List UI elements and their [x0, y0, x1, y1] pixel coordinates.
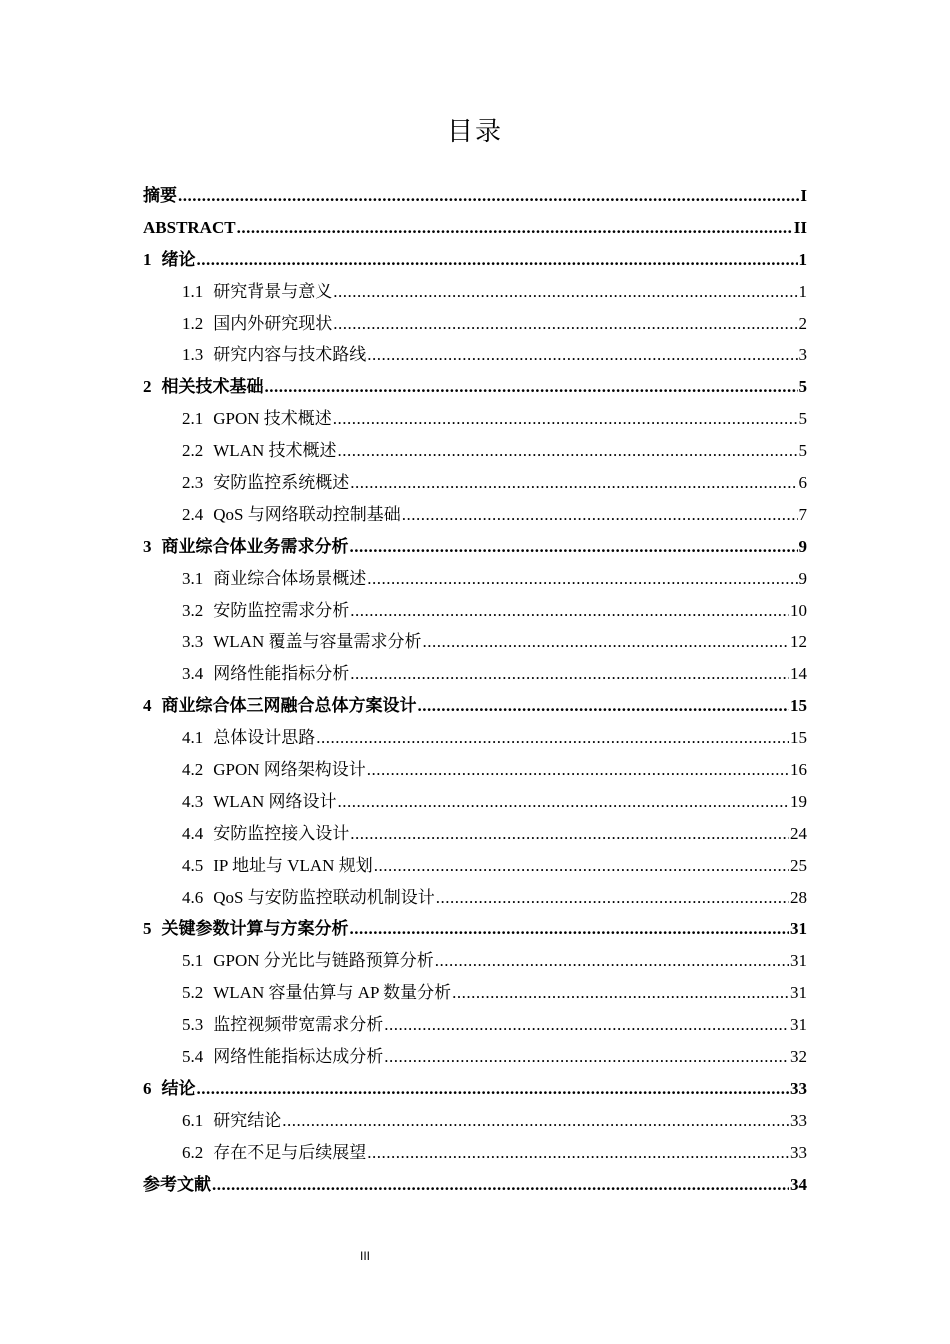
toc-dot-leader — [350, 531, 798, 563]
toc-entry-title: 研究背景与意义 — [213, 281, 333, 301]
toc-dot-leader — [178, 180, 799, 212]
toc-dot-leader — [350, 658, 789, 690]
toc-entry-number: 3.4 — [182, 664, 204, 684]
toc-entry-title: IP 地址与 VLAN 规划 — [213, 855, 373, 875]
toc-entry-title: 安防监控系统概述 — [213, 473, 350, 493]
toc-section-entry[interactable] — [143, 1041, 807, 1073]
toc-entry-title: 安防监控需求分析 — [213, 600, 350, 620]
toc-section-entry[interactable] — [143, 1137, 807, 1169]
toc-section-entry[interactable] — [143, 499, 807, 531]
toc-entry-page: 33 — [790, 1078, 807, 1098]
toc-entry-page: 28 — [790, 887, 807, 907]
toc-entry-title: 总体设计思路 — [213, 728, 316, 748]
toc-entry-title: QoS 与网络联动控制基础 — [213, 504, 401, 524]
toc-section-entry[interactable] — [143, 882, 807, 914]
toc-entry-page: 5 — [798, 441, 807, 461]
toc-entry-page: 5 — [798, 409, 807, 429]
toc-entry-page: 3 — [798, 345, 807, 365]
toc-entry-title: GPON 技术概述 — [213, 409, 332, 429]
toc-entry-title: 结论 — [161, 1078, 196, 1098]
toc-entry-title: 相关技术基础 — [161, 377, 264, 397]
toc-dot-leader — [350, 818, 789, 850]
toc-entry-title: 监控视频带宽需求分析 — [213, 1015, 384, 1035]
toc-section-entry[interactable] — [143, 308, 807, 340]
toc-dot-leader — [212, 1169, 789, 1201]
toc-dot-leader — [337, 435, 797, 467]
toc-chapter-entry[interactable] — [143, 212, 807, 244]
toc-section-entry[interactable] — [143, 276, 807, 308]
toc-dot-leader — [197, 1073, 790, 1105]
toc-entry-title: 参考文献 — [143, 1174, 211, 1194]
toc-dot-leader — [374, 850, 789, 882]
toc-entry-title: 网络性能指标分析 — [213, 664, 350, 684]
toc-dot-leader — [418, 690, 790, 722]
toc-entry-number: 1 — [143, 249, 152, 269]
toc-entry-title: GPON 分光比与链路预算分析 — [213, 951, 434, 971]
toc-entry-number: 4.6 — [182, 887, 204, 907]
toc-section-entry[interactable] — [143, 626, 807, 658]
toc-entry-page: II — [793, 217, 807, 237]
toc-entry-number: 4.2 — [182, 760, 204, 780]
toc-entry-page: 25 — [790, 855, 807, 875]
toc-section-entry[interactable] — [143, 977, 807, 1009]
toc-section-entry[interactable] — [143, 786, 807, 818]
toc-entry-title: WLAN 网络设计 — [213, 791, 337, 811]
toc-entry-number: 6.2 — [182, 1142, 204, 1162]
toc-entry-page: I — [800, 186, 807, 205]
toc-entry-number: 2.2 — [182, 441, 204, 461]
toc-entry-page: 31 — [790, 1015, 807, 1035]
toc-entry-number: 3.1 — [182, 568, 204, 588]
toc-dot-leader — [367, 1137, 789, 1169]
toc-entry-page: 12 — [790, 632, 807, 652]
toc-entry-number: 4 — [143, 696, 152, 716]
toc-entry-page: 33 — [790, 1142, 807, 1162]
toc-entry-title: 国内外研究现状 — [213, 313, 333, 333]
toc-dot-leader — [197, 244, 798, 276]
toc-entry-title: 绪论 — [161, 249, 196, 269]
toc-dot-leader — [337, 786, 789, 818]
toc-entry-page: 1 — [798, 281, 807, 301]
toc-entry-page: 9 — [798, 536, 807, 556]
toc-entry-title: 网络性能指标达成分析 — [213, 1047, 384, 1067]
toc-entry-page: 14 — [790, 664, 807, 684]
toc-entry-number: 1.3 — [182, 345, 204, 365]
toc-section-entry[interactable] — [143, 722, 807, 754]
toc-dot-leader — [316, 722, 789, 754]
toc-entry-page: 7 — [798, 504, 807, 524]
toc-entry-number: 2.3 — [182, 473, 204, 493]
toc-entry-title: 研究结论 — [213, 1110, 282, 1130]
toc-section-entry[interactable] — [143, 658, 807, 690]
toc-entry-page: 31 — [790, 951, 807, 971]
toc-entry-title: 商业综合体业务需求分析 — [161, 536, 349, 556]
toc-entry-page: 24 — [790, 823, 807, 843]
toc-section-entry[interactable] — [143, 435, 807, 467]
toc-entry-number: 6 — [143, 1078, 152, 1098]
toc-entry-page: 32 — [790, 1047, 807, 1067]
toc-entry-page: 16 — [790, 760, 807, 780]
toc-dot-leader — [436, 882, 789, 914]
page-number: III — [359, 1249, 370, 1263]
toc-dot-leader — [384, 1041, 789, 1073]
toc-dot-leader — [422, 626, 789, 658]
toc-entry-page: 31 — [790, 919, 807, 939]
toc-dot-leader — [350, 913, 790, 945]
toc-entry-title: 摘要 — [143, 186, 177, 205]
toc-entry-title: 研究内容与技术路线 — [213, 345, 367, 365]
toc-entry-page: 10 — [790, 600, 807, 620]
toc-entry-number: 3.2 — [182, 600, 204, 620]
toc-chapter-entry[interactable] — [143, 180, 807, 212]
toc-entry-number: 2 — [143, 377, 152, 397]
toc-entry-number: 5.2 — [182, 983, 204, 1003]
toc-entry-number: 4.4 — [182, 823, 204, 843]
toc-section-entry[interactable] — [143, 563, 807, 595]
toc-chapter-entry[interactable] — [143, 1169, 807, 1201]
toc-section-entry[interactable] — [143, 1105, 807, 1137]
toc-entry-number: 2.1 — [182, 409, 204, 429]
toc-entry-title: WLAN 覆盖与容量需求分析 — [213, 632, 422, 652]
toc-entry-number: 4.3 — [182, 791, 204, 811]
toc-entry-title: 商业综合体场景概述 — [213, 568, 367, 588]
toc-dot-leader — [367, 563, 797, 595]
toc-entry-page: 9 — [798, 568, 807, 588]
toc-chapter-entry[interactable] — [143, 371, 807, 403]
toc-dot-leader — [367, 754, 789, 786]
toc-entry-number: 4.5 — [182, 855, 204, 875]
toc-entry-number: 3.3 — [182, 632, 204, 652]
toc-entry-page: 1 — [798, 249, 807, 269]
toc-entry-title: 商业综合体三网融合总体方案设计 — [161, 696, 417, 716]
table-of-contents — [143, 180, 807, 1201]
toc-dot-leader — [265, 371, 798, 403]
toc-entry-page: 2 — [798, 313, 807, 333]
toc-dot-leader — [350, 467, 797, 499]
toc-dot-leader — [333, 403, 798, 435]
toc-section-entry[interactable] — [143, 339, 807, 371]
toc-entry-number: 5.4 — [182, 1047, 204, 1067]
toc-section-entry[interactable] — [143, 818, 807, 850]
toc-entry-number: 5 — [143, 919, 152, 939]
toc-entry-number: 2.4 — [182, 504, 204, 524]
toc-section-entry[interactable] — [143, 945, 807, 977]
toc-chapter-entry[interactable] — [143, 1073, 807, 1105]
toc-dot-leader — [402, 499, 798, 531]
toc-entry-title: GPON 网络架构设计 — [213, 760, 366, 780]
toc-entry-page: 33 — [790, 1110, 807, 1130]
toc-entry-title: WLAN 技术概述 — [213, 441, 337, 461]
toc-entry-number: 1.2 — [182, 313, 204, 333]
toc-entry-title: 关键参数计算与方案分析 — [161, 919, 349, 939]
toc-entry-title: QoS 与安防监控联动机制设计 — [213, 887, 435, 907]
toc-entry-page: 31 — [790, 983, 807, 1003]
toc-entry-number: 3 — [143, 536, 152, 556]
toc-dot-leader — [333, 276, 797, 308]
toc-section-entry[interactable] — [143, 754, 807, 786]
toc-dot-leader — [384, 1009, 789, 1041]
toc-entry-number: 5.3 — [182, 1015, 204, 1035]
toc-chapter-entry[interactable] — [143, 244, 807, 276]
toc-dot-leader — [333, 308, 797, 340]
page-title: 目录 — [446, 117, 503, 147]
toc-entry-page: 34 — [790, 1174, 807, 1194]
toc-entry-title: WLAN 容量估算与 AP 数量分析 — [213, 983, 452, 1003]
toc-dot-leader — [282, 1105, 789, 1137]
toc-section-entry[interactable] — [143, 595, 807, 627]
toc-dot-leader — [435, 945, 789, 977]
toc-entry-title: ABSTRACT — [143, 217, 236, 237]
toc-entry-title: 存在不足与后续展望 — [213, 1142, 367, 1162]
toc-entry-number: 1.1 — [182, 281, 204, 301]
toc-entry-page: 19 — [790, 791, 807, 811]
toc-dot-leader — [367, 339, 797, 371]
toc-dot-leader — [237, 212, 793, 244]
toc-dot-leader — [452, 977, 789, 1009]
toc-section-entry[interactable] — [143, 403, 807, 435]
toc-dot-leader — [350, 595, 789, 627]
toc-section-entry[interactable] — [143, 467, 807, 499]
toc-entry-title: 安防监控接入设计 — [213, 823, 350, 843]
toc-chapter-entry[interactable] — [143, 913, 807, 945]
toc-entry-page: 6 — [798, 473, 807, 493]
toc-section-entry[interactable] — [143, 850, 807, 882]
toc-section-entry[interactable] — [143, 1009, 807, 1041]
toc-entry-page: 5 — [798, 377, 807, 397]
toc-entry-number: 6.1 — [182, 1110, 204, 1130]
toc-chapter-entry[interactable] — [143, 690, 807, 722]
toc-entry-page: 15 — [790, 728, 807, 748]
toc-entry-number: 5.1 — [182, 951, 204, 971]
toc-chapter-entry[interactable] — [143, 531, 807, 563]
toc-entry-page: 15 — [790, 696, 807, 716]
toc-entry-number: 4.1 — [182, 728, 204, 748]
